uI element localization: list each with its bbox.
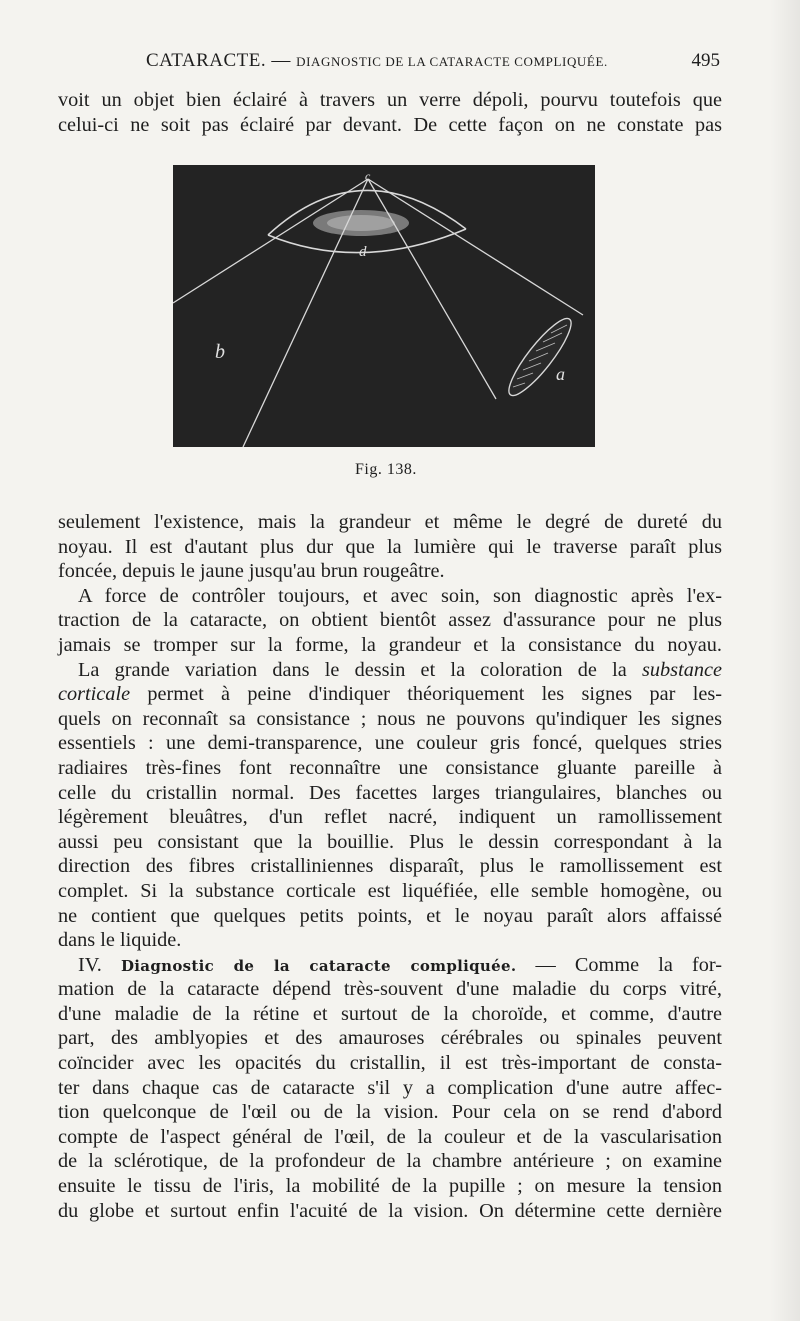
text-line: corticale permet à peine d'indiquer théoriquement les signes par les-	[58, 683, 722, 706]
figure-caption: Fig. 138.	[355, 461, 417, 478]
lens-diagram	[173, 165, 595, 447]
text-line: dans le liquide.	[58, 929, 182, 952]
text-line: complet. Si la substance corticale est liquéfiée, elle semble homogène, ou	[58, 879, 722, 902]
text-line: traction de la cataracte, on obtient bientôt assez d'assurance pour ne plus	[58, 609, 722, 632]
label-b: b	[215, 341, 225, 363]
page-number: 495	[691, 50, 720, 71]
text-line: foncée, depuis le jaune jusqu'au brun rougeâtre.	[58, 560, 445, 583]
text-line: mation de la cataracte dépend très-souvent d'une maladie du corps vitré,	[58, 978, 722, 1001]
figure-138-illustration	[173, 165, 595, 447]
text-line: légèrement bleuâtres, d'un reflet nacré, indiquent un ramollissement	[58, 806, 722, 829]
text-line: A force de contrôler toujours, et avec soin, son diagnostic après l'ex-	[78, 584, 722, 607]
label-c: c	[365, 169, 371, 183]
text-line: compte de l'aspect général de l'œil, de la couleur et de la vascularisation	[58, 1125, 722, 1148]
text-line: noyau. Il est d'autant plus dur que la lumière qui le traverse paraît plus	[58, 535, 722, 558]
main-text	[58, 510, 722, 1223]
text-line: d'une maladie de la rétine et surtout de la choroïde, et comme, d'autre	[58, 1002, 722, 1025]
text-line: essentiels : une demi-transparence, une couleur gris foncé, quelques stries	[58, 732, 722, 755]
text-line: voit un objet bien éclairé à travers un verre dépoli, pourvu toutefois que	[58, 89, 722, 111]
text-line: part, des amblyopies et des amauroses cérébrales ou spinales peuvent	[58, 1027, 722, 1050]
text-line: coïncider avec les opacités du cristallin, il est très-important de consta-	[58, 1052, 722, 1075]
top-text	[58, 88, 722, 137]
running-title: CATARACTE. — DIAGNOSTIC DE LA CATARACTE COMPLIQUÉE.	[146, 50, 608, 71]
text-line: du globe et surtout enfin l'acuité de la vision. On détermine cette dernière	[58, 1199, 722, 1222]
label-d: d	[359, 244, 367, 260]
text-line: ensuite le tissu de l'iris, la mobilité de la pupille ; on mesure la tension	[58, 1175, 722, 1198]
text-line: ne contient que quelques petits points, et le noyau paraît alors affaissé	[58, 904, 722, 927]
section-heading-line: IV. Diagnostic de la cataracte compliquée. — Comme la for-	[78, 953, 723, 976]
section-heading: Diagnostic de la cataracte compliquée.	[121, 956, 517, 975]
text-line: La grande variation dans le dessin et la coloration de la substance	[78, 658, 722, 681]
label-a: a	[556, 364, 565, 384]
text-line: celui-ci ne soit pas éclairé par devant. De cette façon on ne constate pas	[58, 113, 722, 136]
text-line: de la sclérotique, de la profondeur de la chambre antérieure ; on examine	[58, 1150, 722, 1173]
text-line: quels on reconnaît sa consistance ; nous ne pouvons qu'indiquer les signes	[58, 707, 722, 730]
text-line: seulement l'existence, mais la grandeur et même le degré de dureté du	[58, 511, 722, 533]
text-line: direction des fibres cristalliniennes disparaît, plus le ramollissement est	[58, 855, 722, 878]
text-line: aussi peu consistant que la bouillie. Plus le dessin correspondant à la	[58, 830, 722, 853]
text-line: jamais se tromper sur la forme, la grandeur et la consistance du noyau.	[58, 633, 722, 656]
text-line: radiaires très-fines font reconnaître une consistance gluante pareille à	[58, 756, 722, 779]
page-edge-shadow	[770, 0, 800, 1321]
text-line: ter dans chaque cas de cataracte s'il y a complication d'une autre affec-	[58, 1076, 722, 1099]
running-header	[62, 50, 720, 76]
text-line: celle du cristallin normal. Des facettes larges triangulaires, blanches ou	[58, 781, 722, 804]
text-line: tion quelconque de l'œil ou de la vision. Pour cela on se rend d'abord	[58, 1101, 722, 1124]
